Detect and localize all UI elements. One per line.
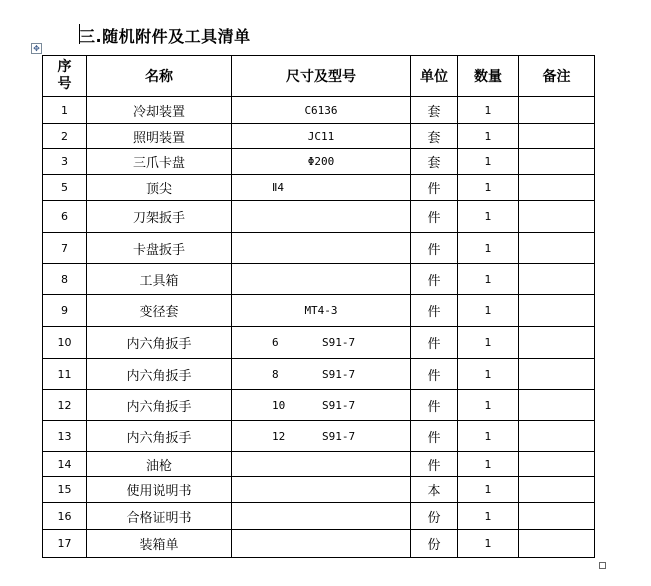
cell-name: 刀架扳手 xyxy=(87,201,232,233)
cell-size xyxy=(232,477,411,503)
cell-size xyxy=(232,327,411,359)
cell-name: 油枪 xyxy=(87,452,232,477)
table-row xyxy=(43,503,595,530)
cell-size xyxy=(232,421,411,452)
cell-size xyxy=(232,530,411,558)
cell-qty: 1 xyxy=(458,233,519,264)
cell-unit: 件 xyxy=(411,233,458,264)
cell-qty: 1 xyxy=(458,503,519,530)
cell-unit: 套 xyxy=(411,97,458,124)
header-name: 名称 xyxy=(87,56,232,97)
cell-qty: 1 xyxy=(458,421,519,452)
table-row xyxy=(43,149,595,175)
header-remark: 备注 xyxy=(519,56,595,97)
cell-size xyxy=(232,503,411,530)
cell-seq: 17 xyxy=(43,530,87,558)
cell-size-spec: 12 xyxy=(272,429,286,443)
cell-remark xyxy=(519,327,595,359)
cell-size xyxy=(232,452,411,477)
cell-qty: 1 xyxy=(458,359,519,390)
cell-name: 合格证明书 xyxy=(87,503,232,530)
cell-size xyxy=(232,233,411,264)
table-row xyxy=(43,421,595,452)
cell-seq: 10 xyxy=(43,327,87,359)
cell-seq: 2 xyxy=(43,124,87,149)
cell-size-spec: 10 xyxy=(272,398,286,412)
header-size: 尺寸及型号 xyxy=(232,56,411,97)
cell-qty: 1 xyxy=(458,477,519,503)
cell-remark xyxy=(519,421,595,452)
cell-name: 内六角扳手 xyxy=(87,421,232,452)
cell-name: 冷却装置 xyxy=(87,97,232,124)
cell-qty: 1 xyxy=(458,295,519,327)
cell-qty: 1 xyxy=(458,149,519,175)
cell-size-spec: 8 xyxy=(272,367,279,381)
cell-size xyxy=(232,390,411,421)
cell-remark xyxy=(519,124,595,149)
cell-name: 卡盘扳手 xyxy=(87,233,232,264)
cell-name: 工具箱 xyxy=(87,264,232,295)
cell-seq: 3 xyxy=(43,149,87,175)
cell-remark xyxy=(519,149,595,175)
cell-size xyxy=(232,264,411,295)
cell-name: 三爪卡盘 xyxy=(87,149,232,175)
cell-seq: 12 xyxy=(43,390,87,421)
cell-remark xyxy=(519,264,595,295)
cell-qty: 1 xyxy=(458,530,519,558)
cell-size: Φ200 xyxy=(232,149,411,175)
cell-remark xyxy=(519,233,595,264)
cell-unit: 件 xyxy=(411,295,458,327)
cell-unit: 件 xyxy=(411,264,458,295)
cell-size xyxy=(232,201,411,233)
cell-unit: 件 xyxy=(411,390,458,421)
cell-qty: 1 xyxy=(458,201,519,233)
cell-remark xyxy=(519,503,595,530)
cell-unit: 件 xyxy=(411,359,458,390)
cell-unit: 份 xyxy=(411,503,458,530)
cell-unit: 套 xyxy=(411,124,458,149)
table-row xyxy=(43,295,595,327)
header-row xyxy=(43,56,595,97)
table-row xyxy=(43,97,595,124)
cell-seq: 7 xyxy=(43,233,87,264)
cell-name: 内六角扳手 xyxy=(87,359,232,390)
cell-size-standard: S91-7 xyxy=(322,336,356,349)
table-resize-handle[interactable] xyxy=(599,562,606,569)
table-row xyxy=(43,233,595,264)
cell-name: 内六角扳手 xyxy=(87,390,232,421)
cell-size: JC11 xyxy=(232,124,411,149)
cell-unit: 套 xyxy=(411,149,458,175)
cell-seq: 13 xyxy=(43,421,87,452)
table-row xyxy=(43,359,595,390)
cell-unit: 本 xyxy=(411,477,458,503)
cell-remark xyxy=(519,295,595,327)
cell-name: 顶尖 xyxy=(87,175,232,201)
cell-remark xyxy=(519,530,595,558)
cell-unit: 件 xyxy=(411,452,458,477)
cell-seq: 6 xyxy=(43,201,87,233)
cell-qty: 1 xyxy=(458,452,519,477)
cell-size-spec: 6 xyxy=(272,336,279,349)
cell-name: 照明装置 xyxy=(87,124,232,149)
cell-unit: 份 xyxy=(411,530,458,558)
cell-size xyxy=(232,359,411,390)
table-row xyxy=(43,124,595,149)
table-row xyxy=(43,477,595,503)
table-row xyxy=(43,390,595,421)
cell-seq: 14 xyxy=(43,452,87,477)
cell-seq: 9 xyxy=(43,295,87,327)
cell-remark xyxy=(519,201,595,233)
cell-name: 内六角扳手 xyxy=(87,327,232,359)
cell-size: Ⅱ4 xyxy=(232,175,411,201)
accessory-table xyxy=(42,55,595,558)
cell-remark xyxy=(519,359,595,390)
cell-seq: 11 xyxy=(43,359,87,390)
cell-name: 装箱单 xyxy=(87,530,232,558)
cell-size-standard: S91-7 xyxy=(322,398,356,412)
header-seq: 序号 xyxy=(43,56,87,97)
cell-remark xyxy=(519,477,595,503)
table-row xyxy=(43,530,595,558)
cell-qty: 1 xyxy=(458,124,519,149)
cell-unit: 件 xyxy=(411,201,458,233)
cell-seq: 16 xyxy=(43,503,87,530)
cell-remark xyxy=(519,97,595,124)
cell-seq: 8 xyxy=(43,264,87,295)
cell-qty: 1 xyxy=(458,175,519,201)
cell-size-standard: S91-7 xyxy=(322,429,356,443)
cell-qty: 1 xyxy=(458,97,519,124)
cell-qty: 1 xyxy=(458,390,519,421)
cell-remark xyxy=(519,452,595,477)
table-row xyxy=(43,452,595,477)
cell-unit: 件 xyxy=(411,327,458,359)
cell-seq: 5 xyxy=(43,175,87,201)
cell-unit: 件 xyxy=(411,175,458,201)
cell-size: C6136 xyxy=(232,97,411,124)
cell-size: MT4-3 xyxy=(232,295,411,327)
cell-seq: 1 xyxy=(43,97,87,124)
table-move-icon[interactable]: ✥ xyxy=(31,43,42,54)
header-qty: 数量 xyxy=(458,56,519,97)
cell-qty: 1 xyxy=(458,264,519,295)
cell-name: 变径套 xyxy=(87,295,232,327)
table-row xyxy=(43,201,595,233)
cell-remark xyxy=(519,175,595,201)
cell-qty: 1 xyxy=(458,327,519,359)
cell-remark xyxy=(519,390,595,421)
table-row xyxy=(43,264,595,295)
table-row xyxy=(43,175,595,201)
table-row xyxy=(43,327,595,359)
section-heading: 三.随机附件及工具清单 xyxy=(79,27,251,46)
header-unit: 单位 xyxy=(411,56,458,97)
cell-name: 使用说明书 xyxy=(87,477,232,503)
cell-seq: 15 xyxy=(43,477,87,503)
cell-size-standard: S91-7 xyxy=(322,367,356,381)
cell-unit: 件 xyxy=(411,421,458,452)
